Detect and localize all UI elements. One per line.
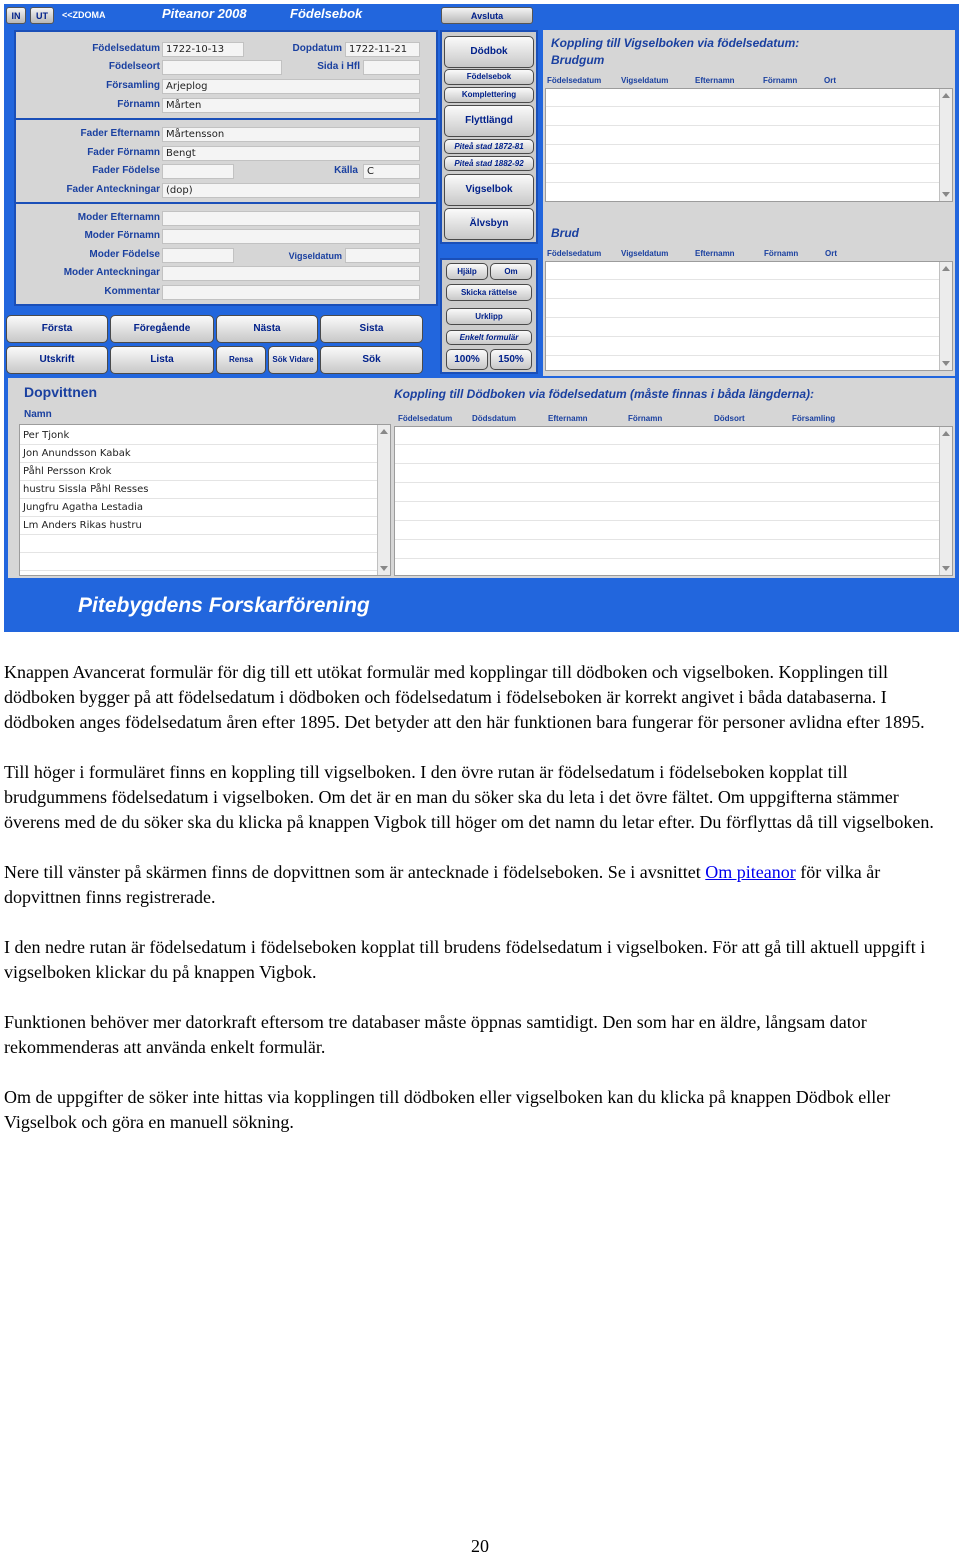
alvsbyn-button[interactable]: Älvsbyn xyxy=(444,208,534,240)
paragraph: Om de uppgifter de söker inte hittas via kopplingen till dödboken eller vigselboken kan du klicka på knappen Dödbok eller Vigselbok och göra en manuell sökning. xyxy=(4,1087,891,1132)
dodbok-button[interactable]: Dödbok xyxy=(444,36,534,68)
list-item[interactable]: hustru Sissla Påhl Resses xyxy=(20,481,390,499)
groom-list-scrollbar[interactable] xyxy=(939,89,952,201)
fader-fornamn-field[interactable]: Bengt xyxy=(162,146,420,161)
death-col-efternamn: Efternamn xyxy=(548,414,588,423)
groom-col-fornamn: Förnamn xyxy=(763,76,798,85)
about-button[interactable]: Om xyxy=(490,263,532,280)
vigseldatum-label: Vigseldatum xyxy=(288,251,342,261)
godparents-list[interactable] xyxy=(19,424,391,576)
moder-fornamn-label: Moder Förnamn xyxy=(84,230,160,241)
bride-list-scrollbar[interactable] xyxy=(939,262,952,370)
app-title: Piteanor 2008 xyxy=(162,6,247,21)
forsamling-label: Församling xyxy=(106,80,160,91)
footer-organization: Pitebygdens Forskarförening xyxy=(78,594,370,617)
list-row[interactable] xyxy=(546,108,952,126)
death-col-forsamling: Församling xyxy=(792,414,836,423)
fader-anteckningar-label: Fader Anteckningar xyxy=(66,184,160,195)
bride-col-fodelsedatum: Födelsedatum xyxy=(547,249,602,258)
godparents-title: Dopvittnen xyxy=(24,384,98,400)
list-row[interactable] xyxy=(395,446,952,464)
kalla-label: Källa xyxy=(334,165,358,176)
list-row[interactable] xyxy=(546,319,952,337)
paragraph xyxy=(4,860,954,910)
moder-efternamn-field[interactable] xyxy=(162,211,420,226)
sida-label: Sida i Hfl xyxy=(317,61,360,72)
section-divider xyxy=(16,118,436,120)
next-button[interactable]: Nästa xyxy=(216,315,318,343)
kommentar-label: Kommentar xyxy=(104,286,160,297)
godparents-col-namn: Namn xyxy=(24,409,52,420)
fodelsedatum-field[interactable]: 1722-10-13 xyxy=(162,42,244,57)
pitea-stad-1872-button[interactable]: Piteå stad 1872-81 xyxy=(444,139,534,154)
list-item[interactable] xyxy=(20,535,390,553)
scroll-down-icon[interactable] xyxy=(942,192,950,197)
lower-panel xyxy=(8,378,955,578)
groom-col-efternamn: Efternamn xyxy=(695,76,735,85)
vigselbok-button[interactable]: Vigselbok xyxy=(444,174,534,206)
paragraph-text: för vilka år dopvittnen finns registrerade. xyxy=(4,862,881,907)
fader-anteckningar-field[interactable]: (dop) xyxy=(162,183,420,198)
fader-efternamn-label: Fader Efternamn xyxy=(80,128,160,139)
pitea-stad-1882-button[interactable]: Piteå stad 1882-92 xyxy=(444,156,534,171)
death-list-scrollbar[interactable] xyxy=(939,427,952,575)
kommentar-field[interactable] xyxy=(162,285,420,300)
list-row[interactable] xyxy=(395,541,952,559)
groom-label: Brudgum xyxy=(551,53,605,67)
list-row[interactable] xyxy=(546,262,952,280)
list-item[interactable]: Jungfru Agatha Lestadia xyxy=(20,499,390,517)
list-item[interactable]: Påhl Persson Krok xyxy=(20,463,390,481)
scroll-up-icon[interactable] xyxy=(380,429,388,434)
send-correction-button[interactable]: Skicka rättelse xyxy=(446,284,532,301)
moder-fornamn-field[interactable] xyxy=(162,229,420,244)
scroll-up-icon[interactable] xyxy=(942,431,950,436)
paragraph: I den nedre rutan är födelsedatum i födelseboken kopplat till brudens födelsedatum i vigselboken. För att gå till aktuell uppgift i vigselboken klickar du på knappen Vigbok. xyxy=(4,937,926,982)
death-col-fodelsedatum: Födelsedatum xyxy=(398,414,453,423)
list-row[interactable] xyxy=(395,484,952,502)
moder-efternamn-label: Moder Efternamn xyxy=(77,212,160,223)
death-col-dodsort: Dödsort xyxy=(714,414,745,423)
piteanor-app-window xyxy=(4,4,959,632)
list-row[interactable] xyxy=(546,89,952,107)
list-row[interactable] xyxy=(546,338,952,356)
flyttlangd-button[interactable]: Flyttlängd xyxy=(444,105,534,137)
moder-fodelse-field[interactable] xyxy=(162,248,234,263)
kalla-field[interactable]: C xyxy=(363,164,420,179)
groom-col-ort: Ort xyxy=(824,76,836,85)
moder-anteckningar-label: Moder Anteckningar xyxy=(63,267,160,278)
zoom-100-button[interactable]: 100% xyxy=(446,349,488,370)
clipboard-button[interactable]: Urklipp xyxy=(446,308,532,325)
first-button[interactable]: Första xyxy=(6,315,108,343)
paragraph: Till höger i formuläret finns en koppling till vigselboken. I den övre rutan är födelsedatum i födelseboken kopplat till brudgummens födelsedatum i vigselboken. Om det är en man du söker ska du leta i det övre fältet. Om uppgifterna stämmer överens med de du söker ska du klicka på knappen Vigbok till höger om det namn du letar efter. Du förflyttas då till vigselboken. xyxy=(4,762,934,832)
in-button[interactable]: IN xyxy=(6,7,26,24)
marriage-link-panel xyxy=(543,30,955,376)
fader-efternamn-field[interactable]: Mårtensson xyxy=(162,127,420,142)
list-button[interactable]: Lista xyxy=(110,346,214,374)
dopdatum-label: Dopdatum xyxy=(292,43,342,54)
fodelseort-label: Födelseort xyxy=(108,61,160,72)
list-row[interactable] xyxy=(395,522,952,540)
paragraph-text: Nere till vänster på skärmen finns de dopvittnen som är antecknade i födelseboken. Se i avsnittet xyxy=(4,862,701,882)
bride-results-list[interactable] xyxy=(545,261,953,371)
scroll-up-icon[interactable] xyxy=(942,266,950,271)
previous-button[interactable]: Föregående xyxy=(110,315,214,343)
dopdatum-field[interactable]: 1722-11-21 xyxy=(345,42,420,57)
scroll-down-icon[interactable] xyxy=(942,361,950,366)
godparents-scrollbar[interactable] xyxy=(377,425,390,575)
bride-col-ort: Ort xyxy=(825,249,837,258)
page-number: 20 xyxy=(471,1536,489,1556)
vigseldatum-field[interactable] xyxy=(345,248,420,263)
groom-col-vigseldatum: Vigseldatum xyxy=(621,76,669,85)
death-col-dodsdatum: Dödsdatum xyxy=(472,414,516,423)
list-item[interactable]: Jon Anundsson Kabak xyxy=(20,445,390,463)
document-body xyxy=(4,660,954,1160)
bride-label: Brud xyxy=(551,226,579,240)
death-link-title: Koppling till Dödboken via födelsedatum (måste finnas i båda längderna): xyxy=(394,387,815,401)
sida-field[interactable] xyxy=(363,60,420,75)
fader-fodelse-label: Fader Födelse xyxy=(92,165,160,176)
back-link[interactable]: <<ZDOMA xyxy=(62,10,106,20)
paragraph: Knappen Avancerat formulär för dig till ett utökat formulär med kopplingar till dödboken och vigselboken. Kopplingen till dödboken bygger på att födelsedatum i dödboken och födelsedatum i födelseboken är korrekt angivet i båda databaserna. I dödboken anges födelsedatum åren efter 1895. Det betyder att den här funktionen bara fungerar för personer avlidna efter 1895. xyxy=(4,662,925,732)
groom-results-list[interactable] xyxy=(545,88,953,202)
bride-col-efternamn: Efternamn xyxy=(695,249,735,258)
list-row[interactable] xyxy=(546,165,952,183)
search-more-button[interactable]: Sök Vidare xyxy=(268,346,318,374)
list-row[interactable] xyxy=(546,300,952,318)
print-button[interactable]: Utskrift xyxy=(6,346,108,374)
fader-fodelse-field[interactable] xyxy=(162,164,234,179)
marriage-link-title: Koppling till Vigselboken via födelsedatum: xyxy=(551,36,800,50)
section-divider xyxy=(16,202,436,204)
moder-anteckningar-field[interactable] xyxy=(162,266,420,281)
simple-form-button[interactable]: Enkelt formulär xyxy=(446,330,532,345)
fodelsebok-button[interactable]: Födelsebok xyxy=(444,69,534,85)
bride-col-fornamn: Förnamn xyxy=(764,249,799,258)
bride-col-vigseldatum: Vigseldatum xyxy=(621,249,669,258)
exit-button[interactable]: Avsluta xyxy=(441,7,533,24)
list-row[interactable] xyxy=(395,427,952,445)
scroll-down-icon[interactable] xyxy=(942,566,950,571)
fornamn-field[interactable]: Mårten xyxy=(162,98,420,113)
list-item[interactable] xyxy=(20,553,390,571)
forsamling-field[interactable]: Arjeplog xyxy=(162,79,420,94)
komplettering-button[interactable]: Komplettering xyxy=(444,87,534,103)
om-piteanor-link[interactable]: Om piteanor xyxy=(705,862,796,882)
zoom-150-button[interactable]: 150% xyxy=(490,349,532,370)
list-row[interactable] xyxy=(546,281,952,299)
death-results-list[interactable] xyxy=(394,426,953,576)
clear-button[interactable]: Rensa xyxy=(216,346,266,374)
scroll-down-icon[interactable] xyxy=(380,566,388,571)
list-row[interactable] xyxy=(546,127,952,145)
fodelsedatum-label: Födelsedatum xyxy=(92,43,160,54)
list-item[interactable]: Per Tjonk xyxy=(20,427,390,445)
record-panel xyxy=(14,30,438,306)
form-title: Födelsebok xyxy=(290,6,363,21)
groom-col-fodelsedatum: Födelsedatum xyxy=(547,76,602,85)
list-row[interactable] xyxy=(546,146,952,164)
list-item[interactable]: Lm Anders Rikas hustru xyxy=(20,517,390,535)
scroll-up-icon[interactable] xyxy=(942,93,950,98)
search-button[interactable]: Sök xyxy=(320,346,423,374)
ut-button[interactable]: UT xyxy=(30,7,54,24)
paragraph: Funktionen behöver mer datorkraft eftersom tre databaser måste öppnas samtidigt. Den som har en äldre, långsam dator rekommenderas att använda enkelt formulär. xyxy=(4,1012,867,1057)
list-row[interactable] xyxy=(395,503,952,521)
fader-fornamn-label: Fader Förnamn xyxy=(87,147,160,158)
death-col-fornamn: Förnamn xyxy=(628,414,663,423)
fornamn-label: Förnamn xyxy=(117,99,160,110)
last-button[interactable]: Sista xyxy=(320,315,423,343)
moder-fodelse-label: Moder Födelse xyxy=(89,249,160,260)
list-row[interactable] xyxy=(395,465,952,483)
help-button[interactable]: Hjälp xyxy=(446,263,488,280)
